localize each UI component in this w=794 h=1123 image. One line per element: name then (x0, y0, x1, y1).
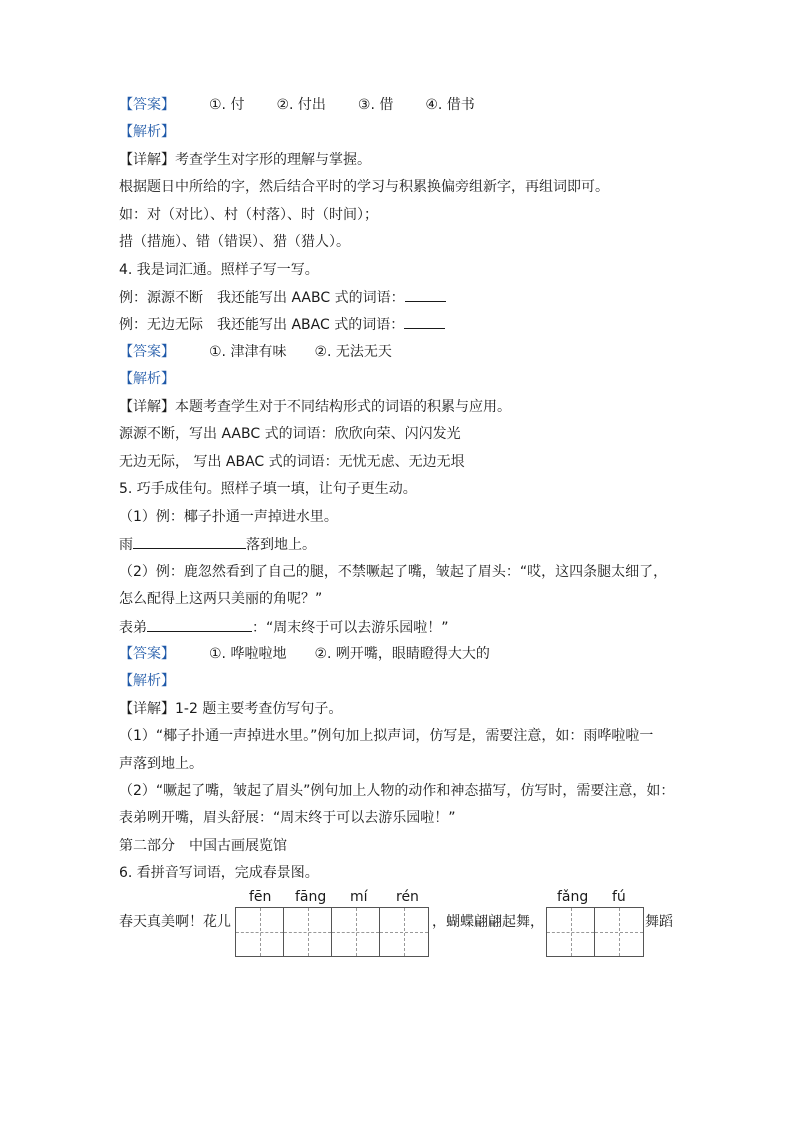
pinyin-label: fú (612, 889, 626, 905)
example-text: 例：源源不断 我还能写出 AABC 式的词语： (119, 290, 405, 306)
answer-2: ②. 咧开嘴，眼睛瞪得大大的 (314, 646, 490, 662)
answer-3: ③. 借 (357, 97, 394, 113)
q4-answer-line (119, 342, 392, 362)
answer-1: ①. 津津有味 (209, 344, 287, 360)
q5-sub1: （1）例：椰子扑通一声掉进水里。 (119, 509, 338, 525)
writing-grid-2[interactable] (546, 907, 644, 957)
answer-blank[interactable] (147, 617, 252, 632)
q5-line2a: （2）“噘起了嘴，皱起了眉头”例句加上人物的动作和神态描写，仿写时，需要注意，如： (119, 783, 675, 799)
answer-4: ④. 借书 (425, 97, 475, 113)
example-text: 例：无边无际 我还能写出 ABAC 式的词语： (119, 317, 405, 333)
detail-text: 考查学生对字形的理解与掌握。 (175, 152, 371, 168)
pinyin-label: fāng (295, 889, 327, 905)
sentence-end: 落到地上。 (246, 537, 316, 553)
analysis-label: 【解析】 (119, 124, 175, 140)
q4-title: 4. 我是词汇通。照样子写一写。 (119, 262, 319, 278)
pinyin-label: fǎng (557, 889, 589, 905)
q3-line1: 根据题日中所给的字，然后结合平时的学习与积累换偏旁组新字，再组词即可。 (119, 179, 609, 195)
q5-sub2a: （2）例：鹿忽然看到了自己的腿，不禁噘起了嘴，皱起了眉头：“哎，这四条腿太细了， (119, 564, 668, 580)
grid-cell[interactable] (595, 908, 643, 956)
detail-label: 【详解】 (119, 399, 175, 415)
detail-label: 【详解】 (119, 701, 175, 717)
part2-title: 第二部分 中国古画展览馆 (119, 838, 287, 854)
grid-cell[interactable] (547, 908, 595, 956)
q6-text-end: 舞蹈 (645, 914, 673, 930)
q6-text-start: 春天真美啊！花儿 (119, 914, 231, 930)
q5-sub1-fill (119, 534, 316, 554)
q3-detail (119, 150, 371, 170)
q3-line2: 如：对（对比）、村（村落）、时（时间）； (119, 207, 378, 223)
q4-example2 (119, 314, 445, 334)
answer-1: ①. 哗啦啦地 (209, 646, 287, 662)
detail-text: 本题考查学生对于不同结构形式的词语的积累与应用。 (175, 399, 511, 415)
answer-blank[interactable] (405, 287, 446, 302)
q5-detail (119, 699, 342, 719)
sentence-start: 雨 (119, 537, 133, 553)
detail-text: 1-2 题主要考查仿写句子。 (175, 701, 343, 717)
writing-grid-1[interactable] (235, 907, 429, 957)
answer-blank[interactable] (404, 314, 445, 329)
grid-cell[interactable] (332, 908, 380, 956)
q4-line2: 无边无际， 写出 ABAC 式的词语：无忧无虑、无边无垠 (119, 454, 465, 470)
analysis-label: 【解析】 (119, 673, 175, 689)
q3-answer-line (119, 95, 475, 115)
pinyin-label: fēn (249, 889, 272, 905)
q5-answer-line (119, 644, 490, 664)
pinyin-label: mí (350, 889, 368, 905)
q4-line1: 源源不断，写出 AABC 式的词语：欣欣向荣、闪闪发光 (119, 426, 461, 442)
answer-label: 【答案】 (119, 344, 175, 360)
answer-label: 【答案】 (119, 97, 175, 113)
q5-line1b: 声落到地上。 (119, 756, 203, 772)
q3-line3: 措（措施）、错（错误）、猎（猎人）。 (119, 234, 350, 250)
q5-sub2b: 怎么配得上这两只美丽的角呢？” (119, 591, 323, 607)
answer-1: ①. 付 (209, 97, 245, 113)
sentence-start: 表弟 (119, 620, 147, 636)
q5-sub2-fill (119, 617, 449, 637)
answer-2: ②. 付出 (276, 97, 326, 113)
pinyin-label: rén (396, 889, 419, 905)
q4-detail (119, 397, 511, 417)
q4-example1 (119, 287, 446, 307)
grid-cell[interactable] (236, 908, 284, 956)
detail-label: 【详解】 (119, 152, 175, 168)
answer-blank[interactable] (133, 534, 246, 549)
sentence-end: ：“周末终于可以去游乐园啦！” (252, 620, 449, 636)
q5-line1a: （1）“椰子扑通一声掉进水里。”例句加上拟声词，仿写是，需要注意，如：雨哗啦啦一 (119, 728, 654, 744)
grid-cell[interactable] (284, 908, 332, 956)
answer-2: ②. 无法无天 (314, 344, 392, 360)
answer-label: 【答案】 (119, 646, 175, 662)
grid-cell[interactable] (380, 908, 428, 956)
q5-title: 5. 巧手成佳句。照样子填一填，让句子更生动。 (119, 481, 417, 497)
analysis-label: 【解析】 (119, 371, 175, 387)
q5-line2b: 表弟咧开嘴，眉头舒展：“周末终于可以去游乐园啦！” (119, 810, 456, 826)
q6-text-middle: ，蝴蝶翩翩起舞， (432, 914, 544, 930)
q6-title: 6. 看拼音写词语，完成春景图。 (119, 865, 319, 881)
